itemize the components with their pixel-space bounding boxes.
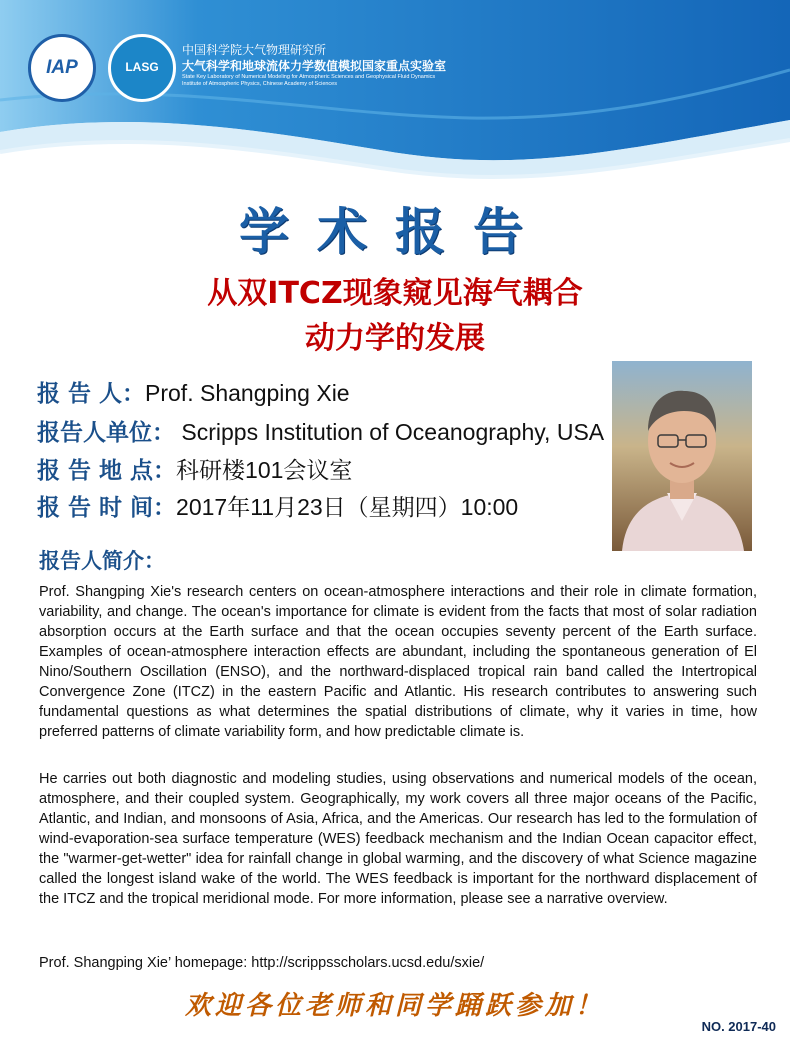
homepage-link[interactable]: Prof. Shangping Xie’ homepage: http://scrippsscholars.ucsd.edu/sxie/: [39, 955, 485, 971]
speaker-photo: [612, 361, 752, 551]
speaker-label: 报 告 人：: [37, 381, 146, 407]
location-row: [37, 452, 352, 485]
talk-title-line1: 从双ITCZ现象窥见海气耦合: [207, 276, 583, 311]
speaker-row: [37, 375, 350, 408]
iap-logo-text: IAP: [46, 57, 78, 78]
location-value: 科研楼101会议室: [176, 457, 353, 483]
bio-paragraph-1: Prof. Shangping Xie's research centers on ocean-atmosphere interactions and their role in climate formation, variability, and change. The ocean's importance for climate is evident from the facts that most of solar radiation absorption occurs at the Earth surface and that the ocean occupies seventy percent of the Earth surface. Examples of ocean-atmosphere interaction effects are abundant, including the spontaneous generation of El Nino/Southern Oscillation (ENSO), and the northward-displaced tropical rain band called the Intertropical Convergence Zone (ITCZ) in the eastern Pacific and Atlantic. His research contributes to answering such fundamental questions as what determines the spatial distributions of climate, why it varies in time, how preferred patterns of climate variability form, and how predictable climate is.: [39, 584, 757, 740]
lab-name-cn: 大气科学和地球流体力学数值模拟国家重点实验室: [182, 59, 447, 73]
affiliation-row: [37, 414, 604, 447]
time-row: [37, 489, 518, 522]
affiliation-value: Scripps Institution of Oceanography, USA: [175, 419, 605, 445]
lasg-logo: [108, 34, 176, 102]
lab-name-en: State Key Laboratory of Numerical Modeling for Atmospheric Sciences and Geophysical Fluid Dynamics: [182, 74, 436, 80]
iap-logo: [28, 34, 96, 102]
affiliation-label: 报告人单位：: [37, 420, 175, 446]
poster-number: NO. 2017-40: [701, 1019, 776, 1034]
institute-name-cn: 中国科学院大气物理研究所: [182, 43, 327, 57]
talk-title-line2: 动力学的发展: [305, 321, 485, 356]
speaker-name: Prof. Shangping Xie: [145, 380, 350, 406]
header-wave-background: [0, 0, 790, 190]
location-label: 报 告 地 点：: [37, 458, 177, 484]
lasg-logo-text: LASG: [125, 60, 159, 74]
time-value: 2017年11月23日（星期四）10:00: [176, 494, 519, 520]
institute-block: [182, 42, 446, 88]
institute-name-en: Institute of Atmospheric Physics, Chinese Academy of Sciences: [182, 81, 337, 87]
time-label: 报 告 时 间：: [37, 495, 177, 521]
bio-paragraph-2: He carries out both diagnostic and modeling studies, using observations and numerical models of the ocean, atmosphere, and their coupled system. Geographically, my work covers all three major oceans of the Pacific, Atlantic, and Indian, and monsoons of Asia, Africa, and the Americas. Our research has led to the formulation of wind-evaporation-sea surface temperature (WES) feedback mechanism and the Indian Ocean capacitor effect, the "warmer-get-wetter" idea for rainfall change in global warming, and the discovery of what Science magazine called the longest island wake of the world. The WES feedback is important for the northward displacement of the ITCZ and the tropical meridional mode. For more information, please see a narrative overview.: [39, 771, 757, 907]
bio-heading: 报告人简介：: [39, 549, 165, 573]
welcome-message: 欢迎各位老师和同学踊跃参加！: [184, 991, 605, 1021]
poster-title: 学术报告: [239, 202, 551, 261]
